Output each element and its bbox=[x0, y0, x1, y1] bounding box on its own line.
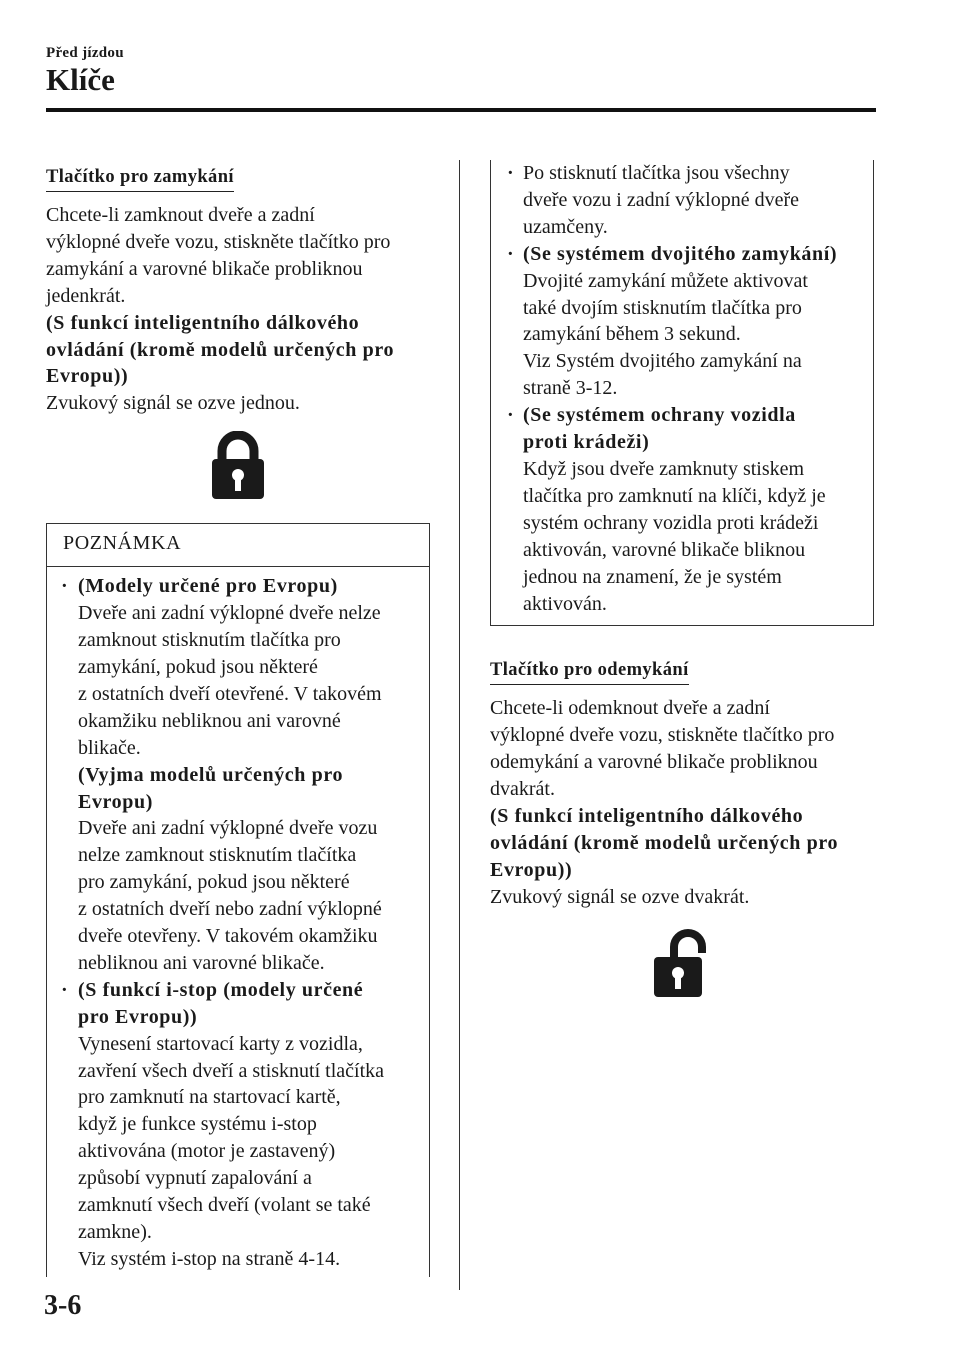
note-line: Viz systém i-stop na straně 4-14. bbox=[78, 1247, 341, 1270]
note-line: Dveře ani zadní výklopné dveře nelze bbox=[78, 602, 381, 625]
note-bullet bbox=[47, 977, 429, 1273]
page-number: 3-6 bbox=[44, 1290, 82, 1321]
note-line: tlačítka pro zamknutí na klíči, když je bbox=[523, 484, 826, 507]
lock-open-icon bbox=[652, 925, 712, 997]
note-bullet bbox=[491, 160, 873, 241]
unlock-button-heading: Tlačítko pro odemykání bbox=[490, 659, 689, 685]
note-bullet bbox=[47, 573, 429, 977]
bullet-dot: · bbox=[61, 978, 68, 1001]
note-line: zamknout stisknutím tlačítka pro bbox=[78, 629, 341, 652]
para-line: odemykání a varovné blikače probliknou bbox=[490, 751, 818, 774]
note-line: Dvojité zamykání můžete aktivovat bbox=[523, 269, 808, 292]
right-column bbox=[490, 160, 874, 997]
condition-line: ovládání (kromě modelů určených pro bbox=[46, 338, 395, 361]
note-line: nebliknou ani varovné blikače. bbox=[78, 951, 325, 974]
note-line: straně 3-12. bbox=[523, 377, 618, 400]
column-divider bbox=[459, 160, 460, 1290]
para-line: výklopné dveře vozu, stiskněte tlačítko pro bbox=[490, 724, 835, 747]
lock-closed-icon bbox=[210, 431, 266, 499]
para-line: Chcete-li odemknout dveře a zadní bbox=[490, 697, 770, 720]
note-line: pro zamykání, pokud jsou některé bbox=[78, 871, 350, 894]
note-line: nelze zamknout stisknutím tlačítka bbox=[78, 844, 357, 867]
bullet-dot: · bbox=[507, 404, 514, 427]
sound-line: Zvukový signál se ozve dvakrát. bbox=[490, 885, 750, 908]
para-line: jedenkrát. bbox=[46, 284, 126, 307]
note-line: Vynesení startovací karty z vozidla, bbox=[78, 1032, 363, 1055]
bullet-dot: · bbox=[61, 575, 68, 598]
note-condition: proti krádeži) bbox=[523, 431, 650, 454]
note-line: pro zamknutí na startovací kartě, bbox=[78, 1086, 341, 1109]
breadcrumb: Před jízdou bbox=[46, 45, 124, 61]
note-line: Po stisknutí tlačítka jsou všechny bbox=[523, 162, 790, 184]
para-line: výklopné dveře vozu, stiskněte tlačítko pro bbox=[46, 230, 391, 253]
note-line: z ostatních dveří nebo zadní výklopné bbox=[78, 898, 382, 921]
note-line: zamkne). bbox=[78, 1221, 152, 1243]
note-line: z ostatních dveří otevřené. V takovém bbox=[78, 682, 382, 705]
note-line: když je funkce systému i-stop bbox=[78, 1113, 317, 1136]
note-bullet bbox=[491, 241, 873, 402]
note-condition: (S funkcí i-stop (modely určené bbox=[78, 978, 364, 1001]
note-line: dveře vozu i zadní výklopné dveře bbox=[523, 188, 800, 211]
bullet-dot: · bbox=[507, 242, 514, 265]
note-line: zamknutí všech dveří (volant se také bbox=[78, 1194, 371, 1217]
note-line: blikače. bbox=[78, 736, 141, 759]
note-line: zavření všech dveří a stisknutí tlačítka bbox=[78, 1059, 385, 1082]
note-line: okamžiku nebliknou ani varovné bbox=[78, 709, 341, 732]
note-condition: Evropu) bbox=[78, 790, 153, 813]
note-condition: (Se systémem ochrany vozidla bbox=[523, 404, 796, 427]
sound-line: Zvukový signál se ozve jednou. bbox=[46, 392, 300, 415]
note-box bbox=[46, 523, 430, 1277]
note-condition: (Vyjma modelů určených pro bbox=[78, 763, 344, 786]
note-line: Dveře ani zadní výklopné dveře vozu bbox=[78, 817, 378, 840]
condition-line: (S funkcí inteligentního dálkového bbox=[46, 311, 360, 334]
note-box-continued bbox=[490, 160, 874, 626]
para-line: zamykání a varovné blikače probliknou bbox=[46, 257, 363, 280]
note-line: aktivována (motor je zastavený) bbox=[78, 1140, 336, 1163]
note-line: systém ochrany vozidla proti krádeži bbox=[523, 511, 819, 534]
header-rule bbox=[46, 108, 876, 112]
lock-button-heading: Tlačítko pro zamykání bbox=[46, 166, 234, 192]
note-title: POZNÁMKA bbox=[47, 524, 429, 567]
note-condition: pro Evropu)) bbox=[78, 1005, 198, 1028]
bullet-dot: · bbox=[507, 162, 514, 184]
page-title: Klíče bbox=[46, 62, 115, 97]
note-condition: (Se systémem dvojitého zamykání) bbox=[523, 242, 838, 265]
note-condition: (Modely určené pro Evropu) bbox=[78, 575, 338, 598]
condition-line: Evropu)) bbox=[490, 858, 573, 881]
note-line: uzamčeny. bbox=[523, 215, 608, 238]
note-line: aktivován, varovné blikače bliknou bbox=[523, 538, 806, 561]
note-line: také dvojím stisknutím tlačítka pro bbox=[523, 296, 802, 319]
note-line: dveře otevřeny. V takovém okamžiku bbox=[78, 925, 378, 948]
condition-line: Evropu)) bbox=[46, 365, 129, 388]
left-column bbox=[46, 163, 430, 1277]
note-line: aktivován. bbox=[523, 592, 607, 615]
note-line: zamykání, pokud jsou některé bbox=[78, 655, 318, 678]
note-line: zamykání během 3 sekund. bbox=[523, 323, 741, 346]
note-line: Když jsou dveře zamknuty stiskem bbox=[523, 457, 805, 480]
note-line: způsobí vypnutí zapalování a bbox=[78, 1167, 312, 1190]
note-line: jednou na znamení, že je systém bbox=[523, 565, 782, 588]
para-line: Chcete-li zamknout dveře a zadní bbox=[46, 204, 315, 226]
condition-line: (S funkcí inteligentního dálkového bbox=[490, 805, 804, 828]
para-line: dvakrát. bbox=[490, 778, 555, 801]
note-line: Viz Systém dvojitého zamykání na bbox=[523, 350, 802, 373]
condition-line: ovládání (kromě modelů určených pro bbox=[490, 831, 839, 854]
note-bullet bbox=[491, 402, 873, 617]
